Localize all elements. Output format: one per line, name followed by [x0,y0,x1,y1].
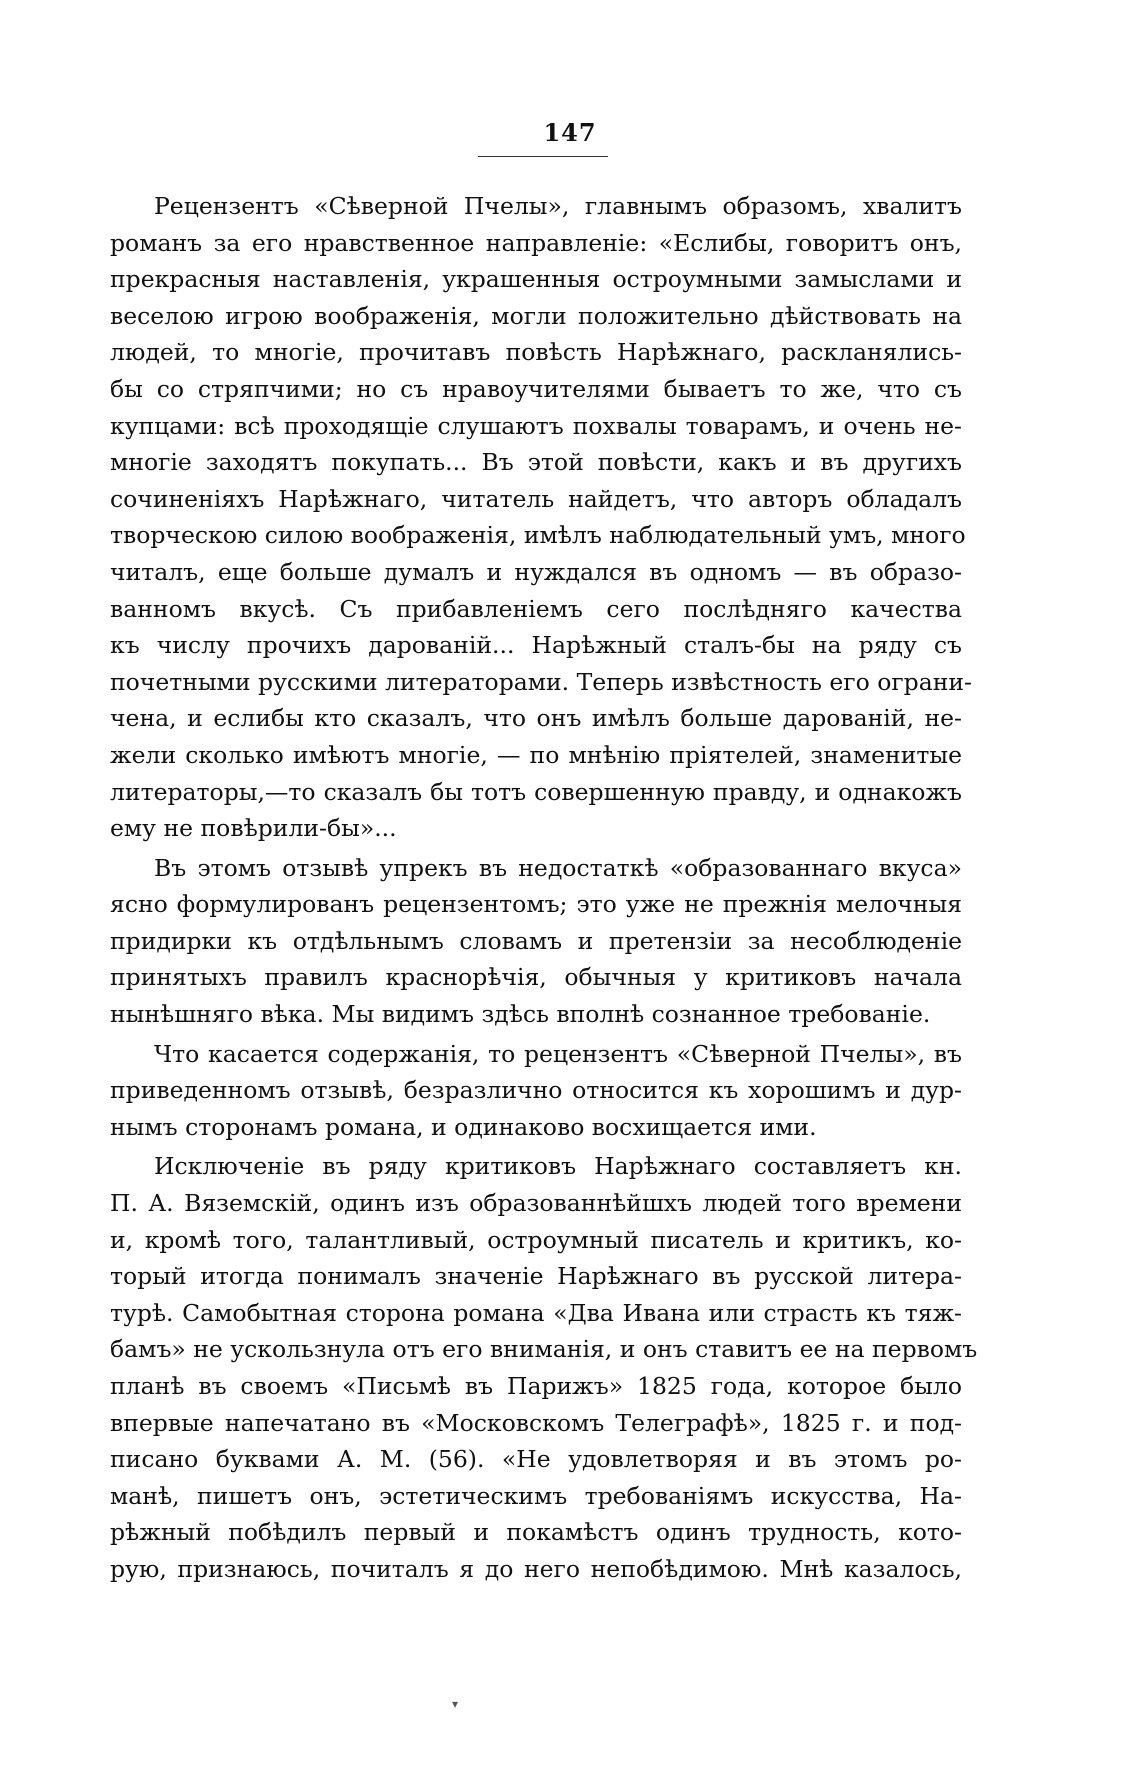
text-line: читалъ, еще больше думалъ и нуждался въ одномъ — въ образо- [110,557,962,586]
text-line: прекрасныя наставленія, украшенныя остроумными замыслами и [110,265,962,294]
text-line: бы со стряпчими; но съ нравоучителями бываетъ то же, что съ [110,374,962,403]
text-line: впервые напечатано въ «Московскомъ Телеграфѣ», 1825 г. и под- [110,1408,962,1437]
text-line: Исключеніе въ ряду критиковъ Нарѣжнаго составляетъ кн. [154,1152,962,1181]
text-line: литераторы,—то сказалъ бы тотъ совершенную правду, и однакожъ [110,777,962,806]
text-line: манѣ, пишетъ онъ, эстетическимъ требованіямъ искусства, На- [110,1481,962,1510]
paragraph [110,1148,978,1587]
text-line: людей, то многіе, прочитавъ повѣсть Нарѣжнаго, раскланялись- [110,338,962,367]
text-line: ему не повѣрили-бы»... [110,814,397,843]
text-line: Въ этомъ отзывѣ упрекъ въ недостаткѣ «образованнаго вкуса» [154,853,962,882]
paragraph [110,1036,962,1146]
text-line: романъ за его нравственное направленіе: «Еслибы, говоритъ онъ, [110,228,962,257]
text-line: почетными русскими литераторами. Теперь извѣстность его ограни- [110,667,972,696]
page-number: 147 [543,118,597,147]
text-line: жели сколько имѣютъ многіе, — по мнѣнію пріятелей, знаменитые [110,740,962,769]
text-line: Что касается содержанія, то рецензентъ «Сѣверной Пчелы», въ [154,1039,962,1068]
text-line: рую, признаюсь, почиталъ я до него непобѣдимою. Мнѣ казалось, [110,1554,962,1583]
text-line: придирки къ отдѣльнымъ словамъ и претензіи за несоблюденіе [110,926,962,955]
ink-mark: ▾ [452,1697,459,1711]
text-line: купцами: всѣ проходящіе слушаютъ похвалы товарамъ, и очень не- [110,411,962,440]
text-line: П. А. Вяземскій, одинъ изъ образованнѣйшхъ людей того времени [110,1189,962,1218]
text-line: турѣ. Самобытная сторона романа «Два Ивана или страсть къ тяж- [110,1298,962,1327]
paragraph [110,850,962,1033]
text-line: веселою игрою воображенія, могли положительно дѣйствовать на [110,301,962,330]
body-text [110,188,978,1588]
text-line: нынѣшняго вѣка. Мы видимъ здѣсь вполнѣ сознанное требованіе. [110,1000,931,1029]
text-line: принятыхъ правилъ краснорѣчія, обычныя у критиковъ начала [110,963,962,992]
text-line: многіе заходятъ покупать... Въ этой повѣсти, какъ и въ другихъ [110,448,962,477]
text-line: ванномъ вкусѣ. Съ прибавленіемъ сего послѣдняго качества [110,594,962,623]
text-line: творческою силою воображенія, имѣлъ наблюдательный умъ, много [110,521,966,550]
text-line: къ числу прочихъ дарованій... Нарѣжный сталъ-бы на ряду съ [110,631,962,660]
text-line: торый итогда понималъ значеніе Нарѣжнаго въ русской литера- [110,1262,962,1291]
paragraph [110,188,972,847]
text-line: бамъ» не ускользнула отъ его вниманія, и онъ ставитъ ее на первомъ [110,1335,978,1364]
text-line: планѣ въ своемъ «Письмѣ въ Парижъ» 1825 года, которое было [110,1372,962,1400]
text-line: ясно формулированъ рецензентомъ; это уже не прежнія мелочныя [110,890,962,919]
text-line: нымъ сторонамъ романа, и одинаково восхищается ими. [110,1112,817,1141]
text-line: сочиненіяхъ Нарѣжнаго, читатель найдетъ, что авторъ обладалъ [110,484,962,513]
text-line: писано буквами А. М. (56). «Не удовлетворяя и въ этомъ ро- [110,1445,962,1474]
text-line: Рецензентъ «Сѣверной Пчелы», главнымъ образомъ, хвалитъ [154,192,962,220]
text-line: приведенномъ отзывѣ, безразлично относится къ хорошимъ и дур- [110,1076,962,1105]
text-line: чена, и еслибы кто сказалъ, что онъ имѣлъ больше дарованій, не- [110,704,962,733]
text-line: рѣжный побѣдилъ первый и покамѣстъ одинъ трудность, кото- [110,1518,962,1547]
text-line: и, кромѣ того, талантливый, остроумный писатель и критикъ, ко- [110,1225,962,1254]
header-rule [478,156,608,157]
